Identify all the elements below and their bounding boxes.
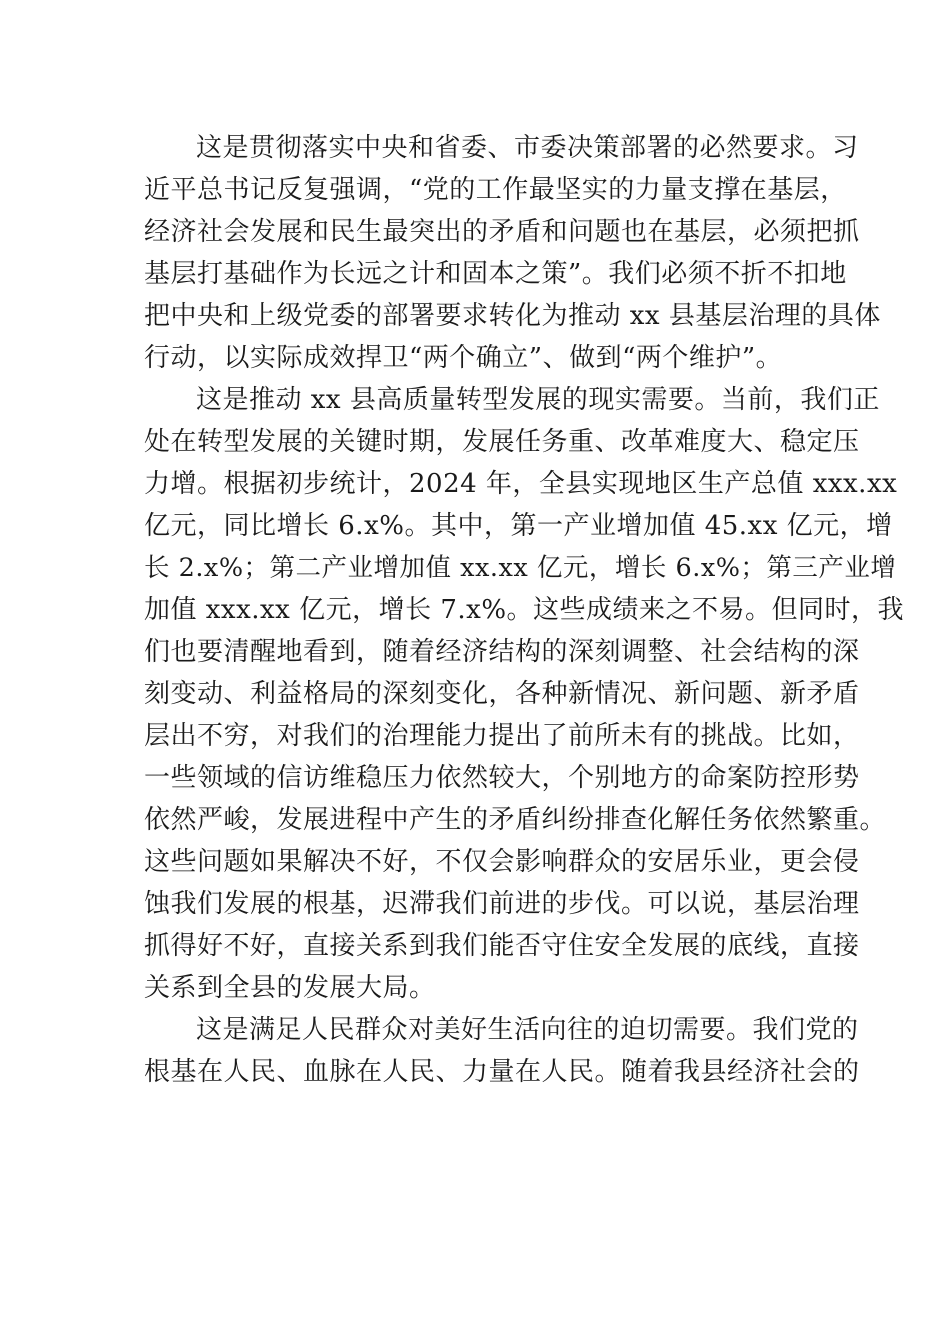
paragraph-1-line-1: 这是贯彻落实中央和省委、市委决策部署的必然要求。习 xyxy=(196,133,859,163)
paragraph-2-line-15: 关系到全县的发展大局。 xyxy=(144,973,436,1003)
paragraph-1-line-3: 经济社会发展和民生最突出的矛盾和问题也在基层，必须把抓 xyxy=(144,217,860,247)
paragraph-1-line-6: 行动，以实际成效捍卫“两个确立”、做到“两个维护”。 xyxy=(144,343,783,373)
paragraph-2-line-7: 们也要清醒地看到，随着经济结构的深刻调整、社会结构的深 xyxy=(144,637,860,667)
paragraph-2-line-10: 一些领域的信访维稳压力依然较大，个别地方的命案防控形势 xyxy=(144,763,860,793)
paragraph-2-line-6: 加值 xxx.xx 亿元，增长 7.x%。这些成绩来之不易。但同时，我 xyxy=(144,595,905,625)
document-body xyxy=(144,127,905,1093)
paragraph-2-line-3: 力增。根据初步统计，2024 年，全县实现地区生产总值 xxx.xx xyxy=(144,469,898,499)
paragraph-2-line-14: 抓得好不好，直接关系到我们能否守住安全发展的底线，直接 xyxy=(144,931,860,961)
paragraph-2-line-5: 长 2.x%；第二产业增加值 xx.xx 亿元，增长 6.x%；第三产业增 xyxy=(144,553,897,583)
paragraph-2-line-13: 蚀我们发展的根基，迟滞我们前进的步伐。可以说，基层治理 xyxy=(144,889,860,919)
paragraph-3-line-1: 这是满足人民群众对美好生活向往的迫切需要。我们党的 xyxy=(196,1015,859,1045)
paragraph-2-line-2: 处在转型发展的关键时期，发展任务重、改革难度大、稳定压 xyxy=(144,427,860,457)
paragraph-2-line-9: 层出不穷，对我们的治理能力提出了前所未有的挑战。比如， xyxy=(144,721,860,751)
paragraph-3-line-2: 根基在人民、血脉在人民、力量在人民。随着我县经济社会的 xyxy=(144,1057,860,1087)
paragraph-1-line-2: 近平总书记反复强调，“党的工作最坚实的力量支撑在基层， xyxy=(144,175,847,205)
paragraph-1-line-4: 基层打基础作为长远之计和固本之策”。我们必须不折不扣地 xyxy=(144,259,847,289)
paragraph-2-line-11: 依然严峻，发展进程中产生的矛盾纠纷排查化解任务依然繁重。 xyxy=(144,805,887,835)
paragraph-2-line-8: 刻变动、利益格局的深刻变化，各种新情况、新问题、新矛盾 xyxy=(144,679,860,709)
paragraph-2-line-12: 这些问题如果解决不好，不仅会影响群众的安居乐业，更会侵 xyxy=(144,847,860,877)
paragraph-2-line-1: 这是推动 xx 县高质量转型发展的现实需要。当前，我们正 xyxy=(196,385,880,415)
paragraph-2-line-4: 亿元，同比增长 6.x%。其中，第一产业增加值 45.xx 亿元，增 xyxy=(144,511,893,541)
paragraph-1-line-5: 把中央和上级党委的部署要求转化为推动 xx 县基层治理的具体 xyxy=(144,301,881,331)
